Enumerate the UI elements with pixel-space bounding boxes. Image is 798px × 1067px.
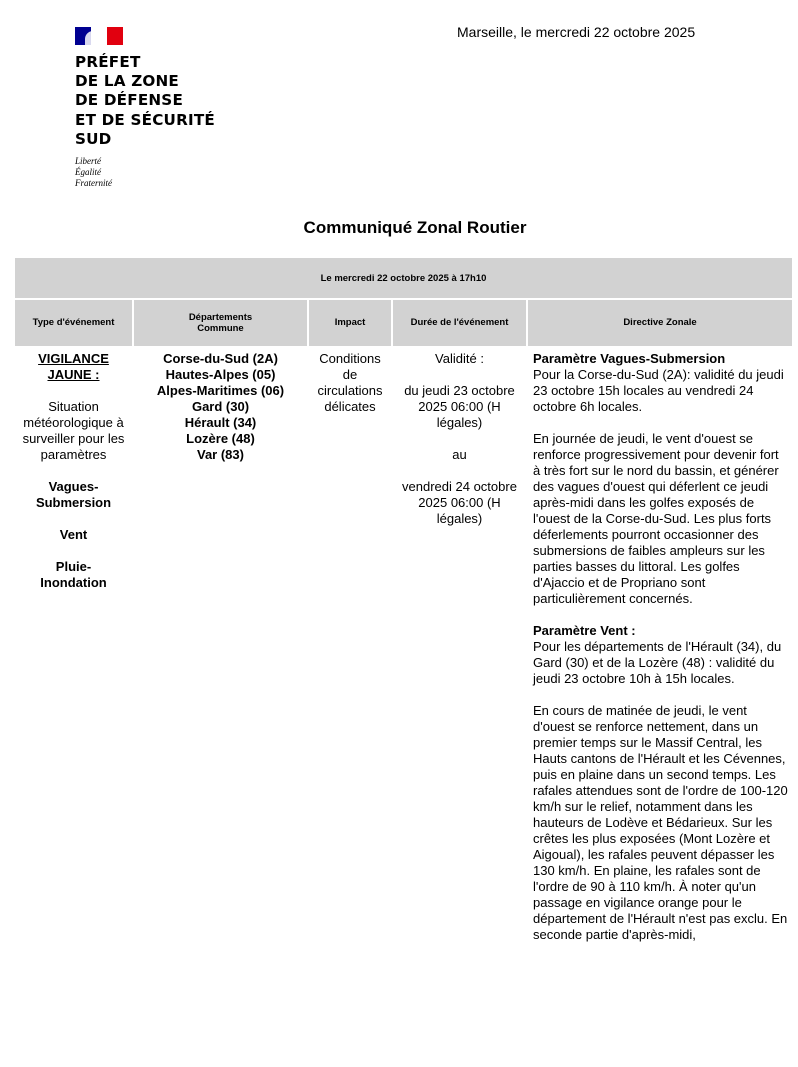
header-impact: Impact [308,299,392,347]
departement-item: Hérault (34) [184,415,257,430]
duree-to: vendredi 24 octobre 2025 06:00 (H légales) [402,479,517,526]
vagues-text: En journée de jeudi, le vent d'ouest se renforce progressivement pour devenir fort à très fort sur le nord du bassin, et générer des vagues d'ouest qui déferlent ce jeudi après-midi dans les golfes exposés de l'ouest de la Corse-du-Sud. Les plus forts déferlements pourront occasionner des submersions de faibles ampleurs sur les parties basses du littoral. Les golfes d'Ajaccio et de Propriano sont particulièrement concernés. [533,431,779,606]
table-row [14,347,793,944]
vent-validity: Pour les départements de l'Hérault (34), du Gard (30) et de la Lozère (48) : validité du jeudi 23 octobre 10h à 15h locales. [533,639,782,686]
header-directive: Directive Zonale [527,299,793,347]
republic-motto: Liberté Égalité Fraternité [75,156,112,189]
vent-title: Paramètre Vent : [533,623,636,638]
header-type: Type d'événement [14,299,133,347]
cell-impact: Conditions de circulations délicates [308,347,392,944]
cell-type [14,347,133,944]
param-pluie: Pluie-Inondation [40,559,107,590]
vent-text: En cours de matinée de jeudi, le vent d'ouest se renforce nettement, dans un premier temps sur le Massif Central, les Hauts cantons de l'Hérault et les Cévennes, puis en plaine dans un second temps. Les rafales attendues sont de l'ordre de 100-120 km/h sur le relief, notamment dans les hauteurs de Lodève et Bédarieux. Sur les crêtes les plus exposées (Mont Lozère et Aigoual), les rafales peuvent dépasser les 130 km/h. En plaine, les rafales sont de l'ordre de 90 à 110 km/h. À noter qu'un passage en vigilance orange pour le département de l'Hérault n'est pas exclu. En seconde partie d'après-midi, [533,703,788,942]
duree-au: au [452,447,467,462]
french-flag-icon [75,27,123,45]
cell-directive [527,347,793,944]
table-banner: Le mercredi 22 octobre 2025 à 17h10 [14,257,793,299]
param-vent: Vent [59,527,88,542]
vagues-title: Paramètre Vagues-Submersion [533,351,726,366]
duree-from: du jeudi 23 octobre 2025 06:00 (H légales) [404,383,515,430]
communique-table [13,256,794,945]
header-departements: Départements Commune [133,299,308,347]
header-duree: Durée de l'événement [392,299,527,347]
document-title: Communiqué Zonal Routier [303,218,527,237]
departement-item: Lozère (48) [186,431,255,446]
param-vagues: Vagues-Submersion [35,479,112,510]
organization-name: PRÉFET DE LA ZONE DE DÉFENSE ET DE SÉCURITÉ SUD [75,53,215,148]
departement-item: Gard (30) [191,399,250,414]
place-date: Marseille, le mercredi 22 octobre 2025 [457,24,696,40]
prefecture-logo [75,27,235,189]
vigilance-level: VIGILANCE JAUNE : [38,351,109,382]
situation-text: Situation météorologique à surveiller pour les paramètres [22,399,125,462]
vagues-validity: Pour la Corse-du-Sud (2A): validité du jeudi 23 octobre 15h locales au vendredi 24 octobre 6h locales. [533,367,784,414]
validite-label: Validité : [435,351,484,366]
cell-departements [133,347,308,944]
departement-item: Corse-du-Sud (2A) [163,351,278,366]
departement-item: Alpes-Maritimes (06) [156,383,285,398]
departement-item: Hautes-Alpes (05) [165,367,276,382]
cell-duree [392,347,527,944]
departement-item: Var (83) [197,447,244,462]
